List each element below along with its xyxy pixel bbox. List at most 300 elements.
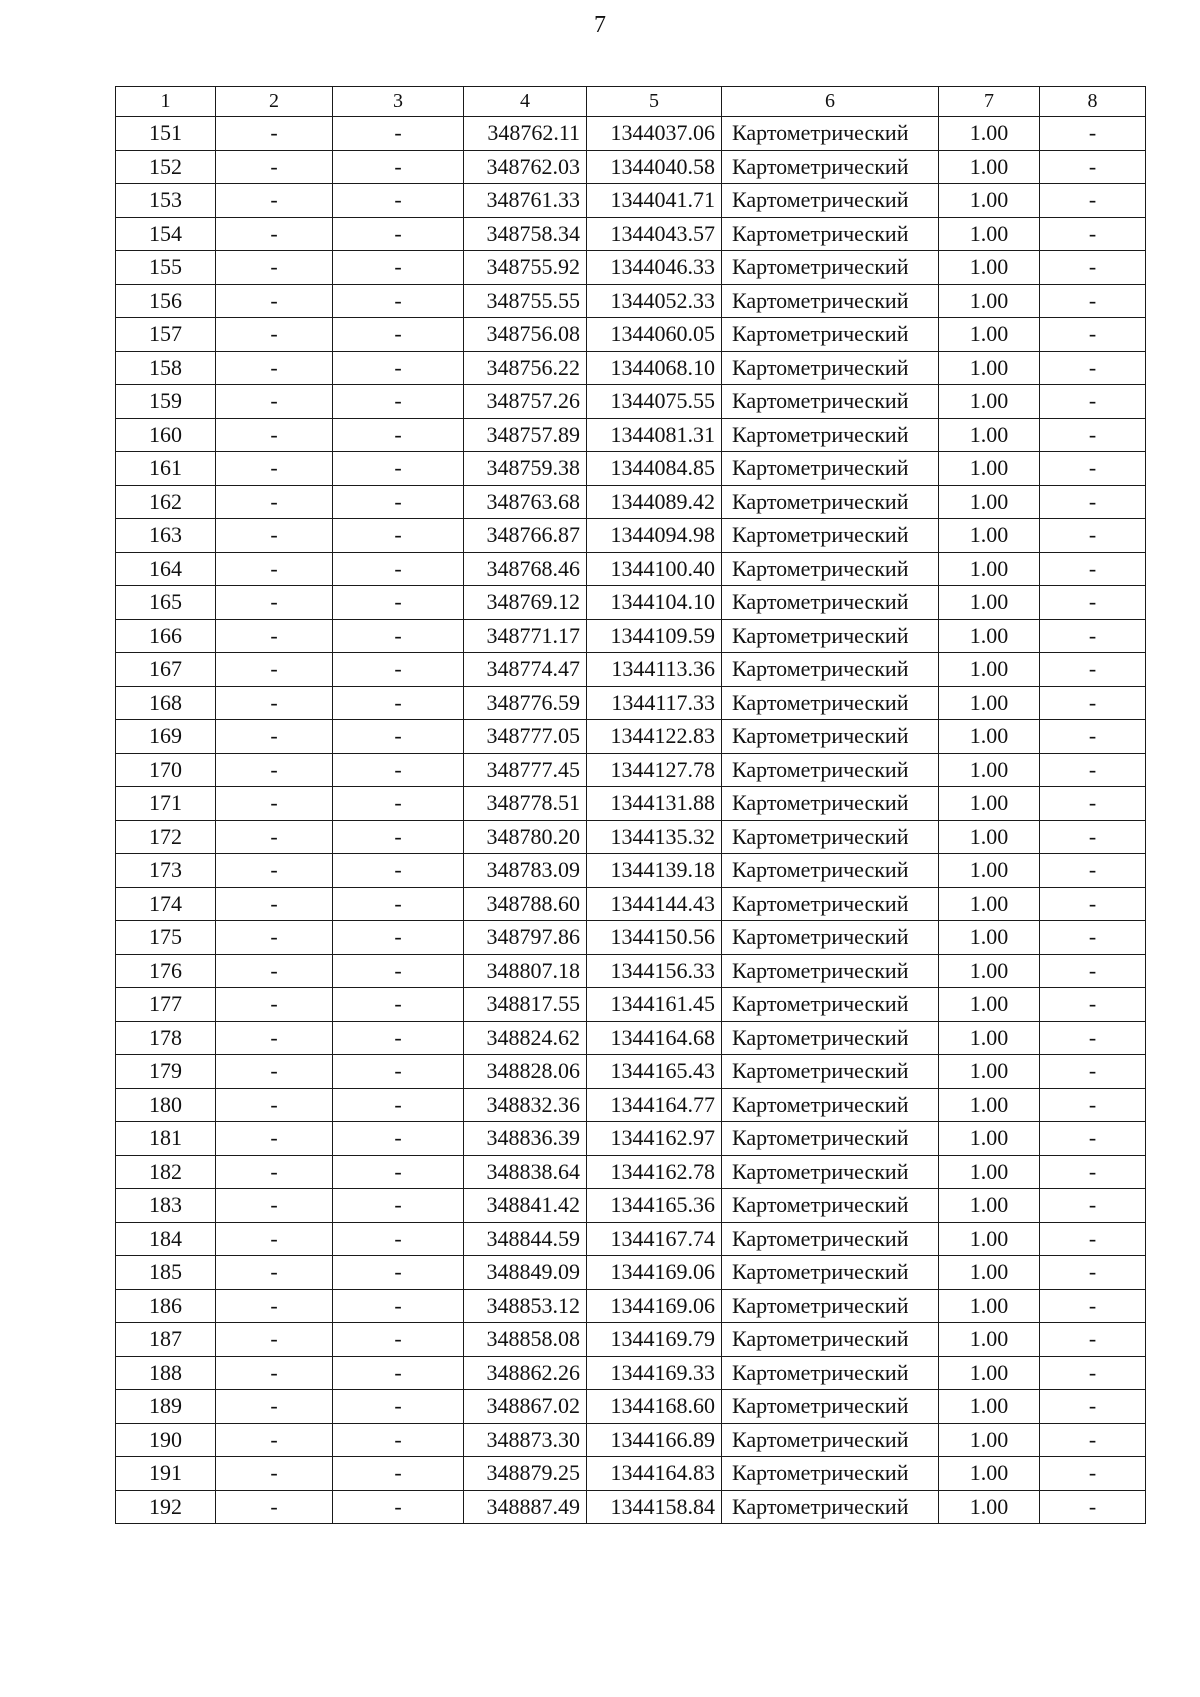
cell-col-8: - xyxy=(1040,1256,1146,1290)
cell-col-2: - xyxy=(216,385,333,419)
cell-x-coordinate: 348778.51 xyxy=(464,787,587,821)
table-row xyxy=(116,753,1146,787)
cell-col-3: - xyxy=(333,653,464,687)
cell-col-2: - xyxy=(216,117,333,151)
cell-col-8: - xyxy=(1040,1423,1146,1457)
cell-x-coordinate: 348768.46 xyxy=(464,552,587,586)
cell-point-number: 153 xyxy=(116,184,216,218)
cell-col-2: - xyxy=(216,485,333,519)
cell-col-2: - xyxy=(216,284,333,318)
cell-col-2: - xyxy=(216,1423,333,1457)
cell-col-8: - xyxy=(1040,1055,1146,1089)
cell-point-number: 174 xyxy=(116,887,216,921)
cell-y-coordinate: 1344041.71 xyxy=(587,184,722,218)
cell-method: Картометрический xyxy=(722,619,939,653)
cell-col-3: - xyxy=(333,217,464,251)
cell-point-number: 172 xyxy=(116,820,216,854)
cell-accuracy: 1.00 xyxy=(939,385,1040,419)
cell-accuracy: 1.00 xyxy=(939,117,1040,151)
cell-point-number: 179 xyxy=(116,1055,216,1089)
cell-method: Картометрический xyxy=(722,887,939,921)
cell-point-number: 175 xyxy=(116,921,216,955)
cell-point-number: 166 xyxy=(116,619,216,653)
cell-x-coordinate: 348755.55 xyxy=(464,284,587,318)
cell-method: Картометрический xyxy=(722,988,939,1022)
cell-method: Картометрический xyxy=(722,1323,939,1357)
cell-accuracy: 1.00 xyxy=(939,1055,1040,1089)
cell-y-coordinate: 1344075.55 xyxy=(587,385,722,419)
cell-x-coordinate: 348783.09 xyxy=(464,854,587,888)
cell-x-coordinate: 348763.68 xyxy=(464,485,587,519)
column-header-2: 2 xyxy=(216,87,333,117)
cell-point-number: 160 xyxy=(116,418,216,452)
cell-method: Картометрический xyxy=(722,586,939,620)
cell-method: Картометрический xyxy=(722,418,939,452)
cell-col-8: - xyxy=(1040,1021,1146,1055)
cell-method: Картометрический xyxy=(722,854,939,888)
cell-x-coordinate: 348780.20 xyxy=(464,820,587,854)
cell-method: Картометрический xyxy=(722,1189,939,1223)
cell-point-number: 190 xyxy=(116,1423,216,1457)
cell-col-2: - xyxy=(216,753,333,787)
cell-col-8: - xyxy=(1040,753,1146,787)
cell-x-coordinate: 348849.09 xyxy=(464,1256,587,1290)
cell-col-2: - xyxy=(216,653,333,687)
cell-col-8: - xyxy=(1040,1189,1146,1223)
cell-x-coordinate: 348879.25 xyxy=(464,1457,587,1491)
cell-col-8: - xyxy=(1040,1088,1146,1122)
cell-point-number: 187 xyxy=(116,1323,216,1357)
cell-point-number: 159 xyxy=(116,385,216,419)
cell-method: Картометрический xyxy=(722,284,939,318)
table-row xyxy=(116,1490,1146,1524)
cell-col-3: - xyxy=(333,820,464,854)
cell-accuracy: 1.00 xyxy=(939,787,1040,821)
cell-col-8: - xyxy=(1040,820,1146,854)
cell-col-3: - xyxy=(333,150,464,184)
cell-method: Картометрический xyxy=(722,1155,939,1189)
cell-col-3: - xyxy=(333,284,464,318)
cell-accuracy: 1.00 xyxy=(939,1457,1040,1491)
cell-accuracy: 1.00 xyxy=(939,485,1040,519)
cell-col-8: - xyxy=(1040,284,1146,318)
cell-point-number: 182 xyxy=(116,1155,216,1189)
cell-y-coordinate: 1344131.88 xyxy=(587,787,722,821)
cell-x-coordinate: 348756.08 xyxy=(464,318,587,352)
cell-method: Картометрический xyxy=(722,117,939,151)
cell-point-number: 152 xyxy=(116,150,216,184)
cell-method: Картометрический xyxy=(722,921,939,955)
cell-col-8: - xyxy=(1040,720,1146,754)
cell-col-3: - xyxy=(333,1021,464,1055)
cell-point-number: 157 xyxy=(116,318,216,352)
cell-col-2: - xyxy=(216,1323,333,1357)
table-row xyxy=(116,485,1146,519)
cell-method: Картометрический xyxy=(722,1423,939,1457)
cell-col-2: - xyxy=(216,686,333,720)
coordinates-table xyxy=(115,86,1146,1524)
cell-point-number: 171 xyxy=(116,787,216,821)
cell-col-2: - xyxy=(216,552,333,586)
column-header-7: 7 xyxy=(939,87,1040,117)
cell-col-3: - xyxy=(333,686,464,720)
cell-col-3: - xyxy=(333,921,464,955)
cell-col-3: - xyxy=(333,887,464,921)
cell-col-8: - xyxy=(1040,385,1146,419)
cell-point-number: 163 xyxy=(116,519,216,553)
cell-method: Картометрический xyxy=(722,1356,939,1390)
cell-point-number: 156 xyxy=(116,284,216,318)
cell-col-8: - xyxy=(1040,351,1146,385)
cell-y-coordinate: 1344156.33 xyxy=(587,954,722,988)
table-row xyxy=(116,351,1146,385)
table-row xyxy=(116,854,1146,888)
cell-col-2: - xyxy=(216,418,333,452)
cell-x-coordinate: 348844.59 xyxy=(464,1222,587,1256)
table-row xyxy=(116,1189,1146,1223)
table-row xyxy=(116,954,1146,988)
cell-col-8: - xyxy=(1040,1122,1146,1156)
cell-point-number: 169 xyxy=(116,720,216,754)
cell-col-3: - xyxy=(333,318,464,352)
cell-method: Картометрический xyxy=(722,686,939,720)
cell-col-8: - xyxy=(1040,1323,1146,1357)
table-header xyxy=(116,87,1146,117)
cell-method: Картометрический xyxy=(722,1390,939,1424)
cell-x-coordinate: 348755.92 xyxy=(464,251,587,285)
cell-y-coordinate: 1344135.32 xyxy=(587,820,722,854)
cell-method: Картометрический xyxy=(722,452,939,486)
column-header-4: 4 xyxy=(464,87,587,117)
cell-col-2: - xyxy=(216,887,333,921)
cell-col-3: - xyxy=(333,452,464,486)
cell-col-3: - xyxy=(333,519,464,553)
cell-method: Картометрический xyxy=(722,787,939,821)
cell-x-coordinate: 348757.26 xyxy=(464,385,587,419)
cell-y-coordinate: 1344162.78 xyxy=(587,1155,722,1189)
table-row xyxy=(116,318,1146,352)
table-row xyxy=(116,619,1146,653)
cell-accuracy: 1.00 xyxy=(939,1490,1040,1524)
table-row xyxy=(116,251,1146,285)
cell-y-coordinate: 1344122.83 xyxy=(587,720,722,754)
cell-point-number: 183 xyxy=(116,1189,216,1223)
cell-accuracy: 1.00 xyxy=(939,1256,1040,1290)
cell-col-3: - xyxy=(333,988,464,1022)
table-row xyxy=(116,1256,1146,1290)
cell-y-coordinate: 1344081.31 xyxy=(587,418,722,452)
cell-method: Картометрический xyxy=(722,1088,939,1122)
table-row xyxy=(116,418,1146,452)
cell-col-3: - xyxy=(333,418,464,452)
cell-col-2: - xyxy=(216,184,333,218)
cell-x-coordinate: 348862.26 xyxy=(464,1356,587,1390)
cell-y-coordinate: 1344164.83 xyxy=(587,1457,722,1491)
table-row xyxy=(116,787,1146,821)
cell-col-3: - xyxy=(333,184,464,218)
cell-col-2: - xyxy=(216,1256,333,1290)
table-row xyxy=(116,117,1146,151)
cell-method: Картометрический xyxy=(722,552,939,586)
cell-point-number: 168 xyxy=(116,686,216,720)
table-row xyxy=(116,552,1146,586)
cell-x-coordinate: 348777.05 xyxy=(464,720,587,754)
cell-accuracy: 1.00 xyxy=(939,586,1040,620)
cell-method: Картометрический xyxy=(722,1256,939,1290)
cell-col-3: - xyxy=(333,753,464,787)
cell-y-coordinate: 1344052.33 xyxy=(587,284,722,318)
cell-accuracy: 1.00 xyxy=(939,653,1040,687)
table-row xyxy=(116,1055,1146,1089)
cell-method: Картометрический xyxy=(722,318,939,352)
cell-col-8: - xyxy=(1040,1289,1146,1323)
cell-y-coordinate: 1344043.57 xyxy=(587,217,722,251)
cell-col-3: - xyxy=(333,1155,464,1189)
cell-point-number: 192 xyxy=(116,1490,216,1524)
cell-col-8: - xyxy=(1040,519,1146,553)
cell-y-coordinate: 1344100.40 xyxy=(587,552,722,586)
cell-col-8: - xyxy=(1040,619,1146,653)
cell-accuracy: 1.00 xyxy=(939,452,1040,486)
table-row xyxy=(116,1356,1146,1390)
cell-col-8: - xyxy=(1040,217,1146,251)
cell-col-2: - xyxy=(216,1222,333,1256)
cell-method: Картометрический xyxy=(722,720,939,754)
table-row xyxy=(116,921,1146,955)
cell-col-2: - xyxy=(216,217,333,251)
cell-col-2: - xyxy=(216,452,333,486)
cell-col-3: - xyxy=(333,1323,464,1357)
cell-col-2: - xyxy=(216,921,333,955)
cell-col-3: - xyxy=(333,1055,464,1089)
cell-accuracy: 1.00 xyxy=(939,318,1040,352)
cell-accuracy: 1.00 xyxy=(939,284,1040,318)
cell-accuracy: 1.00 xyxy=(939,1323,1040,1357)
cell-col-8: - xyxy=(1040,150,1146,184)
cell-x-coordinate: 348758.34 xyxy=(464,217,587,251)
cell-x-coordinate: 348762.11 xyxy=(464,117,587,151)
cell-accuracy: 1.00 xyxy=(939,988,1040,1022)
cell-col-2: - xyxy=(216,954,333,988)
cell-method: Картометрический xyxy=(722,1055,939,1089)
cell-method: Картометрический xyxy=(722,519,939,553)
cell-col-3: - xyxy=(333,485,464,519)
cell-accuracy: 1.00 xyxy=(939,686,1040,720)
cell-method: Картометрический xyxy=(722,1222,939,1256)
cell-col-8: - xyxy=(1040,552,1146,586)
cell-y-coordinate: 1344161.45 xyxy=(587,988,722,1022)
cell-accuracy: 1.00 xyxy=(939,854,1040,888)
page-number: 7 xyxy=(594,12,606,38)
cell-point-number: 177 xyxy=(116,988,216,1022)
cell-col-2: - xyxy=(216,1356,333,1390)
cell-y-coordinate: 1344158.84 xyxy=(587,1490,722,1524)
column-header-8: 8 xyxy=(1040,87,1146,117)
cell-col-3: - xyxy=(333,619,464,653)
cell-col-3: - xyxy=(333,351,464,385)
cell-x-coordinate: 348777.45 xyxy=(464,753,587,787)
cell-x-coordinate: 348838.64 xyxy=(464,1155,587,1189)
cell-y-coordinate: 1344169.06 xyxy=(587,1256,722,1290)
cell-accuracy: 1.00 xyxy=(939,1222,1040,1256)
cell-point-number: 178 xyxy=(116,1021,216,1055)
cell-x-coordinate: 348836.39 xyxy=(464,1122,587,1156)
cell-method: Картометрический xyxy=(722,184,939,218)
cell-col-2: - xyxy=(216,150,333,184)
cell-col-2: - xyxy=(216,1189,333,1223)
cell-method: Картометрический xyxy=(722,485,939,519)
cell-y-coordinate: 1344109.59 xyxy=(587,619,722,653)
cell-accuracy: 1.00 xyxy=(939,954,1040,988)
cell-x-coordinate: 348858.08 xyxy=(464,1323,587,1357)
cell-col-3: - xyxy=(333,552,464,586)
table-row xyxy=(116,1155,1146,1189)
header-row xyxy=(116,87,1146,117)
table-row xyxy=(116,820,1146,854)
cell-method: Картометрический xyxy=(722,1490,939,1524)
cell-point-number: 170 xyxy=(116,753,216,787)
cell-x-coordinate: 348776.59 xyxy=(464,686,587,720)
cell-col-8: - xyxy=(1040,1155,1146,1189)
cell-point-number: 188 xyxy=(116,1356,216,1390)
cell-y-coordinate: 1344166.89 xyxy=(587,1423,722,1457)
cell-y-coordinate: 1344169.06 xyxy=(587,1289,722,1323)
cell-col-8: - xyxy=(1040,452,1146,486)
cell-x-coordinate: 348769.12 xyxy=(464,586,587,620)
cell-accuracy: 1.00 xyxy=(939,552,1040,586)
cell-point-number: 180 xyxy=(116,1088,216,1122)
cell-method: Картометрический xyxy=(722,1122,939,1156)
cell-col-3: - xyxy=(333,954,464,988)
cell-accuracy: 1.00 xyxy=(939,1155,1040,1189)
cell-accuracy: 1.00 xyxy=(939,1423,1040,1457)
cell-col-2: - xyxy=(216,1055,333,1089)
cell-point-number: 186 xyxy=(116,1289,216,1323)
table-row xyxy=(116,1222,1146,1256)
cell-x-coordinate: 348841.42 xyxy=(464,1189,587,1223)
table-row xyxy=(116,150,1146,184)
cell-col-2: - xyxy=(216,1390,333,1424)
cell-accuracy: 1.00 xyxy=(939,619,1040,653)
cell-col-2: - xyxy=(216,519,333,553)
cell-y-coordinate: 1344169.79 xyxy=(587,1323,722,1357)
cell-y-coordinate: 1344113.36 xyxy=(587,653,722,687)
column-header-6: 6 xyxy=(722,87,939,117)
cell-col-2: - xyxy=(216,318,333,352)
cell-point-number: 191 xyxy=(116,1457,216,1491)
cell-point-number: 164 xyxy=(116,552,216,586)
cell-x-coordinate: 348873.30 xyxy=(464,1423,587,1457)
cell-accuracy: 1.00 xyxy=(939,1122,1040,1156)
cell-y-coordinate: 1344165.43 xyxy=(587,1055,722,1089)
cell-point-number: 161 xyxy=(116,452,216,486)
cell-accuracy: 1.00 xyxy=(939,251,1040,285)
cell-col-2: - xyxy=(216,586,333,620)
cell-accuracy: 1.00 xyxy=(939,1189,1040,1223)
cell-point-number: 185 xyxy=(116,1256,216,1290)
cell-y-coordinate: 1344165.36 xyxy=(587,1189,722,1223)
cell-method: Картометрический xyxy=(722,385,939,419)
cell-point-number: 162 xyxy=(116,485,216,519)
cell-point-number: 154 xyxy=(116,217,216,251)
cell-col-2: - xyxy=(216,1088,333,1122)
cell-col-3: - xyxy=(333,1289,464,1323)
cell-x-coordinate: 348757.89 xyxy=(464,418,587,452)
table-row xyxy=(116,452,1146,486)
cell-x-coordinate: 348828.06 xyxy=(464,1055,587,1089)
cell-method: Картометрический xyxy=(722,150,939,184)
cell-y-coordinate: 1344162.97 xyxy=(587,1122,722,1156)
table-row xyxy=(116,1457,1146,1491)
cell-col-8: - xyxy=(1040,787,1146,821)
cell-accuracy: 1.00 xyxy=(939,1356,1040,1390)
table-row xyxy=(116,385,1146,419)
cell-col-3: - xyxy=(333,117,464,151)
table-row xyxy=(116,284,1146,318)
table-row xyxy=(116,1122,1146,1156)
cell-y-coordinate: 1344084.85 xyxy=(587,452,722,486)
cell-col-8: - xyxy=(1040,184,1146,218)
cell-point-number: 155 xyxy=(116,251,216,285)
cell-point-number: 173 xyxy=(116,854,216,888)
cell-col-2: - xyxy=(216,820,333,854)
cell-x-coordinate: 348774.47 xyxy=(464,653,587,687)
cell-col-2: - xyxy=(216,351,333,385)
cell-col-8: - xyxy=(1040,988,1146,1022)
table-row xyxy=(116,1323,1146,1357)
cell-col-8: - xyxy=(1040,586,1146,620)
cell-col-3: - xyxy=(333,1256,464,1290)
table-row xyxy=(116,1088,1146,1122)
cell-col-8: - xyxy=(1040,921,1146,955)
cell-col-8: - xyxy=(1040,854,1146,888)
table-row xyxy=(116,1289,1146,1323)
cell-accuracy: 1.00 xyxy=(939,418,1040,452)
cell-y-coordinate: 1344094.98 xyxy=(587,519,722,553)
cell-y-coordinate: 1344040.58 xyxy=(587,150,722,184)
cell-col-3: - xyxy=(333,854,464,888)
cell-x-coordinate: 348766.87 xyxy=(464,519,587,553)
cell-point-number: 158 xyxy=(116,351,216,385)
cell-accuracy: 1.00 xyxy=(939,1088,1040,1122)
cell-x-coordinate: 348887.49 xyxy=(464,1490,587,1524)
cell-accuracy: 1.00 xyxy=(939,820,1040,854)
cell-col-3: - xyxy=(333,787,464,821)
cell-x-coordinate: 348788.60 xyxy=(464,887,587,921)
cell-method: Картометрический xyxy=(722,1021,939,1055)
cell-x-coordinate: 348824.62 xyxy=(464,1021,587,1055)
cell-accuracy: 1.00 xyxy=(939,519,1040,553)
table-row xyxy=(116,988,1146,1022)
cell-method: Картометрический xyxy=(722,820,939,854)
cell-col-8: - xyxy=(1040,653,1146,687)
table-row xyxy=(116,720,1146,754)
cell-col-2: - xyxy=(216,1021,333,1055)
cell-col-8: - xyxy=(1040,954,1146,988)
cell-y-coordinate: 1344139.18 xyxy=(587,854,722,888)
cell-col-3: - xyxy=(333,1356,464,1390)
cell-y-coordinate: 1344150.56 xyxy=(587,921,722,955)
cell-col-3: - xyxy=(333,1423,464,1457)
cell-col-2: - xyxy=(216,988,333,1022)
cell-method: Картометрический xyxy=(722,1289,939,1323)
cell-accuracy: 1.00 xyxy=(939,887,1040,921)
cell-y-coordinate: 1344168.60 xyxy=(587,1390,722,1424)
cell-point-number: 181 xyxy=(116,1122,216,1156)
cell-point-number: 189 xyxy=(116,1390,216,1424)
cell-col-3: - xyxy=(333,1457,464,1491)
cell-point-number: 151 xyxy=(116,117,216,151)
